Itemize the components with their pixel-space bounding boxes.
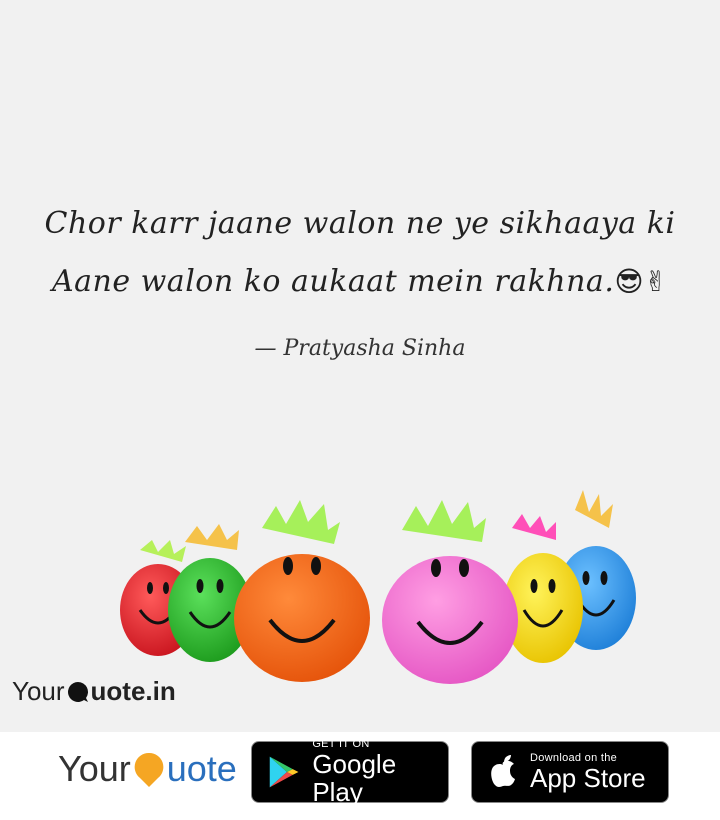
smiley-balls-image — [0, 470, 720, 700]
quote-line-2 — [0, 253, 720, 311]
yourquote-logo[interactable] — [58, 748, 237, 790]
quote-author: — Pratyasha Sinha — [254, 336, 466, 361]
pink-smiley — [382, 500, 518, 684]
orange-quote-icon — [132, 749, 166, 789]
app-store-badge[interactable] — [471, 741, 669, 803]
quote-bubble-icon — [66, 680, 90, 704]
apple-icon — [486, 752, 520, 792]
quote-text — [0, 195, 720, 311]
google-play-icon — [264, 752, 302, 792]
watermark-rest: uote.in — [90, 676, 176, 706]
app-store-small: Download on the — [530, 752, 618, 764]
google-play-badge[interactable] — [251, 738, 449, 807]
yellow-smiley — [503, 514, 583, 663]
emoji-sunglasses-victory: 😎✌ — [614, 265, 669, 298]
app-store-big: App Store — [530, 763, 646, 793]
brand-your: Your — [58, 748, 131, 789]
brand-uote: uote — [166, 748, 237, 789]
yourquote-watermark — [12, 676, 176, 707]
quote-line-2-text: Aane walon ko aukaat mein rakhna. — [51, 264, 615, 299]
quote-line-1: Chor karr jaane walon ne ye sikhaaya ki — [44, 206, 676, 241]
watermark-your: Your — [12, 676, 65, 706]
orange-smiley — [234, 500, 370, 682]
google-play-big: Google Play — [312, 749, 397, 807]
google-play-small: GET IT ON — [312, 738, 370, 750]
